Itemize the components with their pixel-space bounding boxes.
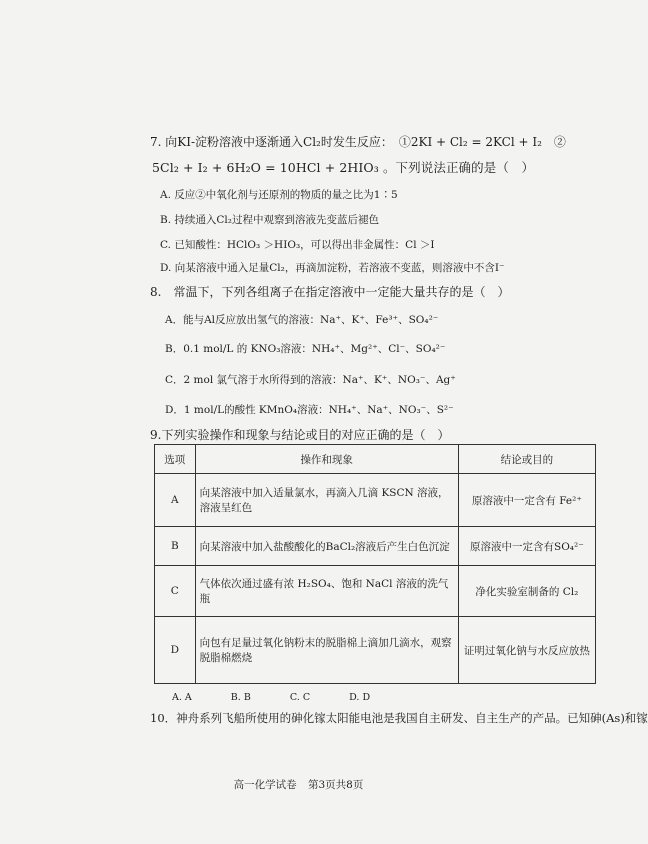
q8-option-a: A．能与Al反应放出氢气的溶液：Na⁺、K⁺、Fe³⁺、SO₄²⁻ [165,314,439,326]
q8-option-d: D．1 mol/L的酸性 KMnO₄溶液：NH₄⁺、Na⁺、NO₃⁻、S²⁻ [165,404,454,416]
row-operation: 向包有足量过氧化钠粉末的脱脂棉上滴加几滴水，观察脱脂棉燃烧 [195,617,458,684]
q8-option-b: B．0.1 mol/L 的 KNO₃溶液：NH₄⁺、Mg²⁺、Cl⁻、SO₄²⁻ [165,343,446,355]
q9-table [154,444,596,684]
row-conclusion: 证明过氧化钠与水反应放热 [458,617,595,684]
q9-choice-b: B. B [230,692,251,703]
page-footer [0,777,597,792]
q9-choices [172,692,406,703]
table-row [155,617,596,684]
table-row [155,566,596,617]
row-conclusion: 原溶液中一定含有SO₄²⁻ [458,527,595,566]
row-option: B [155,527,196,566]
row-option: C [155,566,196,617]
row-conclusion: 净化实验室制备的 Cl₂ [458,566,595,617]
header-conclusion: 结论或目的 [458,445,595,474]
table-header-row [155,445,596,474]
row-operation: 向某溶液中加入适量氯水，再滴入几滴 KSCN 溶液，溶液呈红色 [195,474,458,527]
header-operation: 操作和现象 [195,445,458,474]
footer-title: 高一化学试卷 [233,779,297,791]
q9-choice-c: C. C [289,692,311,703]
row-operation: 向某溶液中加入盐酸酸化的BaCl₂溶液后产生白色沉淀 [195,527,458,566]
q7-option-b: B. 持续通入Cl₂过程中观察到溶液先变蓝后褪色 [160,214,379,226]
q9-choice-d: D. D [349,692,371,703]
q7-option-a: A. 反应②中氧化剂与还原剂的物质的量之比为1∶5 [160,189,398,201]
q8-option-c: C．2 mol 氯气溶于水所得到的溶液：Na⁺、K⁺、NO₃⁻、Ag⁺ [165,374,456,386]
row-conclusion: 原溶液中一定含有 Fe²⁺ [458,474,595,527]
q7-equation: 5Cl₂ + I₂ + 6H₂O = 10HCl + 2HIO₃ 。下列说法正确的是（ ） [152,160,535,175]
q7-option-c: C. 已知酸性：HClO₃ ＞HIO₃，可以得出非金属性：Cl ＞I [160,239,435,251]
row-operation: 气体依次通过盛有浓 H₂SO₄、饱和 NaCl 溶液的洗气瓶 [195,566,458,617]
q7-stem: 7. 向KI-淀粉溶液中逐渐通入Cl₂时发生反应： ①2KI + Cl₂ = 2KCl + I₂ ② [150,135,566,149]
row-option: D [155,617,196,684]
footer-page-number: 第3页共8页 [307,779,364,791]
header-option: 选项 [155,445,196,474]
row-option: A [155,474,196,527]
q10-stem: 10．神舟系列飞船所使用的砷化镓太阳能电池是我国自主研发、自主生产的产品。已知砷(As)和镓 [150,711,648,725]
q7-option-d: D. 向某溶液中通入足量Cl₂，再滴加淀粉，若溶液不变蓝，则溶液中不含I⁻ [160,262,505,274]
table-row [155,474,596,527]
q8-stem: 8. 常温下，下列各组离子在指定溶液中一定能大量共存的是（ ） [150,285,510,299]
q9-choice-a: A. A [172,692,192,703]
table-row [155,527,596,566]
q9-stem: 9.下列实验操作和现象与结论或目的对应正确的是（ ） [150,428,450,442]
